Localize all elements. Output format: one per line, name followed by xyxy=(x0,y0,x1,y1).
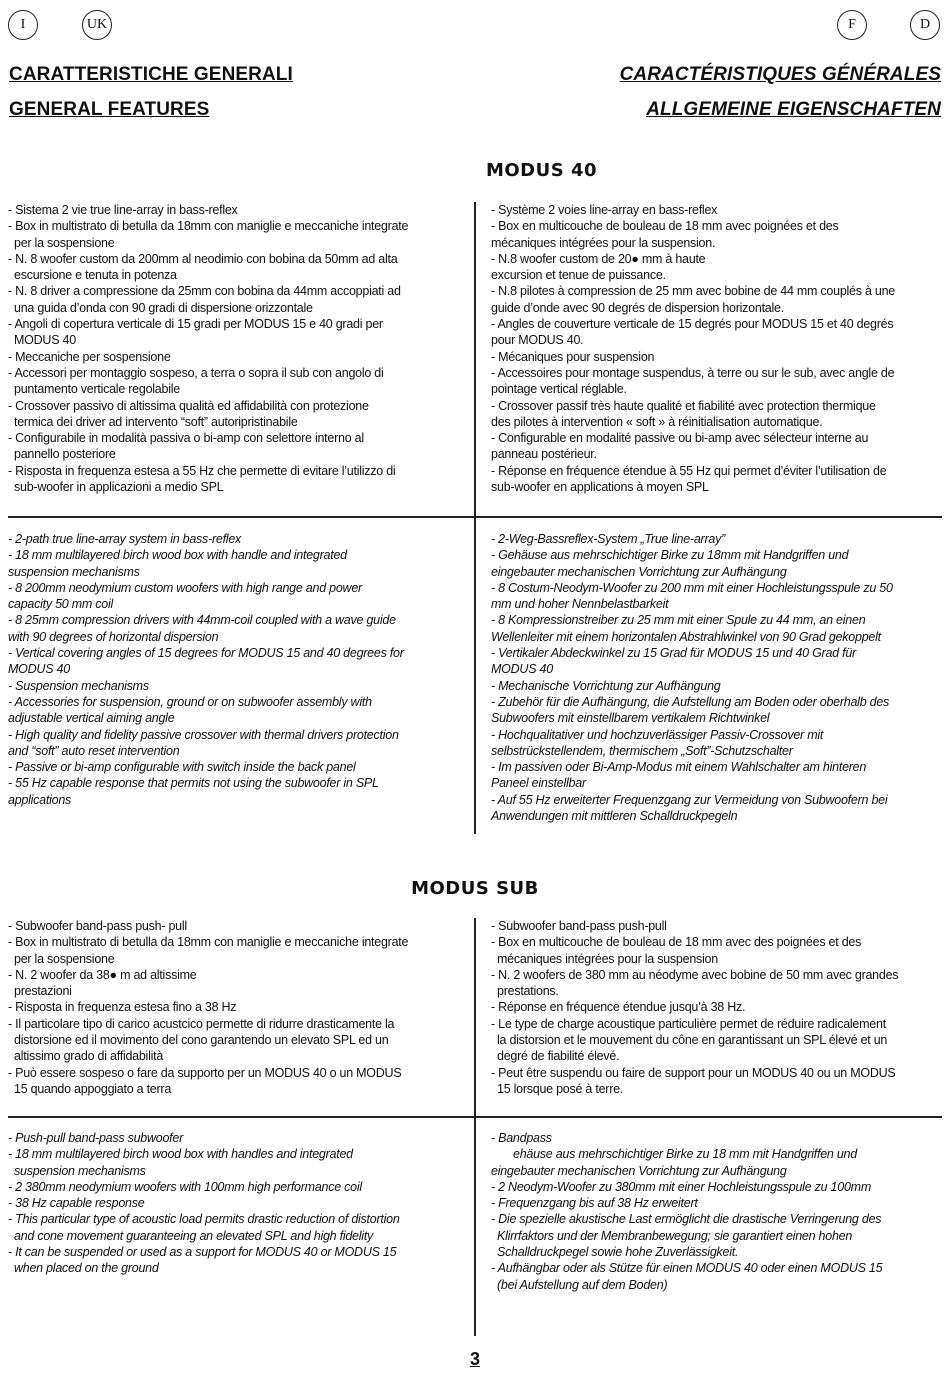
feature-line: - Il particolare tipo di carico acustcico permette di ridurre drasticamente la xyxy=(8,1016,395,1031)
modus40-features-de xyxy=(491,531,943,824)
feature-line: - N. 2 woofers de 380 mm au néodyme avec bobine de 50 mm avec grandes xyxy=(491,967,899,982)
modussub-features-en xyxy=(8,1130,458,1277)
feature-line: Wellenleiter mit einem horizontalen Abstrahlwinkel von 90 Grad gekoppelt xyxy=(491,629,881,644)
heading-fr: CARACTÉRISTIQUES GÉNÉRALES xyxy=(619,64,941,85)
feature-line: - Sistema 2 vie true line-array in bass-reflex xyxy=(8,203,238,217)
feature-line: when placed on the ground xyxy=(14,1261,159,1276)
section-divider xyxy=(8,1116,942,1118)
feature-line: - N. 8 driver a compressione da 25mm con bobina da 44mm accoppiati ad xyxy=(8,284,401,299)
feature-line: una guida d’onda con 90 gradi di dispersione orizzontale xyxy=(14,300,313,315)
feature-line: - Configurabile in modalità passiva o bi-amp con selettore interno al xyxy=(8,431,364,446)
feature-line: - 18 mm multilayered birch wood box with handles and integrated xyxy=(8,1147,353,1162)
feature-line: MODUS 40 xyxy=(8,662,70,677)
heading-en: GENERAL FEATURES xyxy=(9,99,210,120)
feature-line: excursion et tenue de puissance. xyxy=(491,268,666,283)
feature-line: panneau postérieur. xyxy=(491,447,597,462)
modus40-features-en xyxy=(8,531,458,808)
feature-line: Schalldruckpegel sowie hohe Zuverlässigkeit. xyxy=(497,1245,739,1260)
feature-line: - Crossover passif très haute qualité et fiabilité avec protection thermique xyxy=(491,398,876,413)
feature-line: - High quality and fidelity passive crossover with thermal drivers protection xyxy=(8,727,399,742)
feature-line: per la sospensione xyxy=(14,235,115,250)
feature-line: - 8 Costum-Neodym-Woofer zu 200 mm mit einer Hochleistungsspule zu 50 xyxy=(491,580,893,595)
feature-line: escursione e tenuta in potenza xyxy=(14,268,177,283)
feature-line: - Risposta in frequenza estesa fino a 38 Hz xyxy=(8,1000,237,1015)
feature-line: and cone movement guaranteeing an elevated SPL and high fidelity xyxy=(14,1228,374,1243)
feature-line: - Mécaniques pour suspension xyxy=(491,349,655,364)
feature-line: - Le type de charge acoustique particulière permet de réduire radicalement xyxy=(491,1016,886,1031)
language-badge-fr: F xyxy=(837,10,867,40)
feature-line: - Push-pull band-pass subwoofer xyxy=(8,1131,183,1145)
column-divider xyxy=(474,918,476,1336)
modussub-features-it xyxy=(8,918,458,1097)
feature-line: - 2-Weg-Bassreflex-System „True line-array” xyxy=(491,532,725,546)
feature-line: - 8 200mm neodymium custom woofers with high range and power xyxy=(8,580,362,595)
feature-line: Klirrfaktors und der Membranbewegung; sie garantiert einen hohen xyxy=(497,1228,853,1243)
feature-line: eingebauter mechanischen Vorrichtung zur Aufhängung xyxy=(491,564,787,579)
feature-line: - 55 Hz capable response that permits not using the subwoofer in SPL xyxy=(8,776,379,791)
feature-line: - Accessories for suspension, ground or on subwoofer assembly with xyxy=(8,694,372,709)
feature-line: pour MODUS 40. xyxy=(491,333,584,348)
feature-line: guide d’onde avec 90 degrés de dispersion horizontale. xyxy=(491,300,784,315)
feature-line: - Gehäuse aus mehrschichtiger Birke zu 18mm mit Handgriffen und xyxy=(491,548,849,563)
feature-line: - Die spezielle akustische Last ermöglicht die drastische Verringerung des xyxy=(491,1212,882,1227)
language-badge-it: I xyxy=(8,10,38,40)
feature-line: - Mechanische Vorrichtung zur Aufhängung xyxy=(491,678,721,693)
feature-line: - Box en multicouche de bouleau de 18 mm avec des poignées et des xyxy=(491,935,862,950)
feature-line: suspension mechanisms xyxy=(8,564,140,579)
feature-line: - Meccaniche per sospensione xyxy=(8,349,171,364)
feature-line: applications xyxy=(8,792,72,807)
feature-line: - Subwoofer band-pass push-pull xyxy=(491,919,667,933)
feature-line: - Angles de couverture verticale de 15 degrés pour MODUS 15 et 40 degrés xyxy=(491,317,894,332)
feature-line: - Bandpass xyxy=(491,1131,552,1145)
feature-line: des pilotes à intervention « soft » à réinitialisation automatique. xyxy=(491,414,823,429)
feature-line: distorsione ed il movimento del cono garantendo un elevato SPL ed un xyxy=(14,1033,389,1048)
feature-line: sub-woofer in applicazioni a medio SPL xyxy=(14,480,224,495)
feature-line: Paneel einstellbar xyxy=(491,776,586,791)
page-number: 3 xyxy=(469,1349,480,1369)
feature-line: sub-woofer en applications à moyen SPL xyxy=(491,480,709,495)
feature-line: - 38 Hz capable response xyxy=(8,1196,145,1211)
modussub-features-fr xyxy=(491,918,943,1097)
feature-line: and “soft” auto reset intervention xyxy=(8,743,180,758)
feature-line: - 18 mm multilayered birch wood box with handle and integrated xyxy=(8,548,347,563)
feature-line: altissimo grado di affidabilità xyxy=(14,1049,164,1064)
feature-line: - Vertical covering angles of 15 degrees for MODUS 15 and 40 degrees for xyxy=(8,646,404,661)
language-badge-de: D xyxy=(910,10,940,40)
feature-line: - Vertikaler Abdeckwinkel zu 15 Grad für MODUS 15 und 40 Grad für xyxy=(491,646,856,661)
feature-line: - Box in multistrato di betulla da 18mm con maniglie e meccaniche integrate xyxy=(8,935,409,950)
feature-line: - Angoli di copertura verticale di 15 gradi per MODUS 15 e 40 gradi per xyxy=(8,317,383,332)
feature-line: suspension mechanisms xyxy=(14,1163,146,1178)
feature-line: - Réponse en fréquence étendue à 55 Hz qui permet d’éviter l’utilisation de xyxy=(491,463,887,478)
feature-line: degré de fiabilité élevé. xyxy=(497,1049,620,1064)
feature-line: eingebauter mechanischen Vorrichtung zur Aufhängung xyxy=(491,1163,787,1178)
feature-line: MODUS 40 xyxy=(14,333,76,348)
feature-line: - Suspension mechanisms xyxy=(8,678,149,693)
feature-line: - Aufhängbar oder als Stütze für einen MODUS 40 oder einen MODUS 15 xyxy=(491,1261,883,1276)
feature-line: la distorsion et le mouvement du cône en garantissant un SPL élevé et un xyxy=(497,1033,888,1048)
feature-line: - This particular type of acoustic load permits drastic reduction of distortion xyxy=(8,1212,400,1227)
feature-line: - Frequenzgang bis auf 38 Hz erweitert xyxy=(491,1196,698,1211)
feature-line: - 8 25mm compression drivers with 44mm-coil coupled with a wave guide xyxy=(8,613,396,628)
modus40-title: MODUS 40 xyxy=(485,160,598,181)
section-divider xyxy=(8,516,942,518)
feature-line: - 2-path true line-array system in bass-reflex xyxy=(8,532,242,546)
feature-line: per la sospensione xyxy=(14,951,115,966)
modussub-title: MODUS SUB xyxy=(411,878,539,899)
feature-line: mm und hoher Nennbelastbarkeit xyxy=(491,597,669,612)
feature-line: - 2 Neodym-Woofer zu 380mm mit einer Hochleistungsspule zu 100mm xyxy=(491,1179,871,1194)
feature-line: - Accessori per montaggio sospeso, a terra o sopra il sub con angolo di xyxy=(8,365,384,380)
feature-line: - Risposta in frequenza estesa a 55 Hz che permette di evitare l’utilizzo di xyxy=(8,463,396,478)
feature-line: - 8 Kompressionstreiber zu 25 mm mit einer Spule zu 44 mm, an einen xyxy=(491,613,866,628)
feature-line: - N.8 woofer custom de 20● mm à haute xyxy=(491,251,706,266)
feature-line: prestazioni xyxy=(14,984,72,999)
feature-line: - Im passiven oder Bi-Amp-Modus mit einem Wahlschalter am hinteren xyxy=(491,760,867,775)
feature-line: selbstrückstellendem, thermischem „Soft”-Schutzschalter xyxy=(491,743,793,758)
feature-line: termica dei driver ad intervento “soft” autoripristinabile xyxy=(14,414,298,429)
feature-line: - 2 380mm neodymium woofers with 100mm high performance coil xyxy=(8,1179,362,1194)
modus40-features-it xyxy=(8,202,458,495)
feature-line: - N. 8 woofer custom da 200mm al neodimio con bobina da 50mm ad alta xyxy=(8,251,398,266)
feature-line: - Auf 55 Hz erweiterter Frequenzgang zur Vermeidung von Subwoofern bei xyxy=(491,792,888,807)
feature-line: - N.8 pilotes à compression de 25 mm avec bobine de 44 mm couplés à une xyxy=(491,284,896,299)
feature-line: - Crossover passivo di altissima qualità ed affidabilità con protezione xyxy=(8,398,369,413)
feature-line: adjustable vertical aiming angle xyxy=(8,711,175,726)
feature-line: Anwendungen mit mittleren Schalldruckpegeln xyxy=(491,809,738,824)
language-badge-uk: UK xyxy=(82,10,112,40)
feature-line: mécaniques intégrées pour la suspension. xyxy=(491,235,716,250)
feature-line: mécaniques intégrées pour la suspension xyxy=(497,951,718,966)
feature-line: puntamento verticale regolabile xyxy=(14,382,180,397)
modus40-features-fr xyxy=(491,202,943,495)
feature-line: - Zubehör für die Aufhängung, die Aufstellung am Boden oder oberhalb des xyxy=(491,694,890,709)
heading-de: ALLGEMEINE EIGENSCHAFTEN xyxy=(646,99,941,120)
feature-line: capacity 50 mm coil xyxy=(8,597,114,612)
heading-it: CARATTERISTICHE GENERALI xyxy=(9,64,293,85)
feature-line: 15 lorsque posé à terre. xyxy=(497,1081,624,1096)
feature-line: (bei Aufstellung auf dem Boden) xyxy=(497,1277,668,1292)
feature-line: - N. 2 woofer da 38● m ad altissime xyxy=(8,967,197,982)
feature-line: MODUS 40 xyxy=(491,662,553,677)
feature-line: - Può essere sospeso o fare da supporto per un MODUS 40 o un MODUS xyxy=(8,1065,402,1080)
feature-line: pannello posteriore xyxy=(14,447,116,462)
feature-line: - Subwoofer band-pass push- pull xyxy=(8,919,187,933)
feature-line: - Accessoires pour montage suspendus, à terre ou sur le sub, avec angle de xyxy=(491,365,895,380)
feature-line: 15 quando appoggiato a terra xyxy=(14,1081,172,1096)
feature-line: - Hochqualitativer und hochzuverlässiger Passiv-Crossover mit xyxy=(491,727,824,742)
modussub-features-de xyxy=(491,1130,943,1293)
feature-line: with 90 degrees of horizontal dispersion xyxy=(8,629,219,644)
feature-line: pointage vertical réglable. xyxy=(491,382,627,397)
feature-line: - Configurable en modalité passive ou bi-amp avec sélecteur interne au xyxy=(491,431,869,446)
feature-line: - Peut être suspendu ou faire de support pour un MODUS 40 ou un MODUS xyxy=(491,1065,896,1080)
feature-line: - Réponse en fréquence étendue jusqu’à 38 Hz. xyxy=(491,1000,746,1015)
feature-line: - Box in multistrato di betulla da 18mm con maniglie e meccaniche integrate xyxy=(8,219,409,234)
feature-line: prestations. xyxy=(497,984,559,999)
feature-line: - It can be suspended or used as a support for MODUS 40 or MODUS 15 xyxy=(8,1245,397,1260)
column-divider xyxy=(474,202,476,834)
feature-line: - Box en multicouche de bouleau de 18 mm avec poignées et des xyxy=(491,219,839,234)
feature-line: - Système 2 voies line-array en bass-reflex xyxy=(491,203,718,217)
feature-line: ehäuse aus mehrschichtiger Birke zu 18 mm mit Handgriffen und xyxy=(513,1147,857,1162)
feature-line: Subwoofers mit einstellbarem vertikalem Richtwinkel xyxy=(491,711,770,726)
feature-line: - Passive or bi-amp configurable with switch inside the back panel xyxy=(8,760,356,775)
